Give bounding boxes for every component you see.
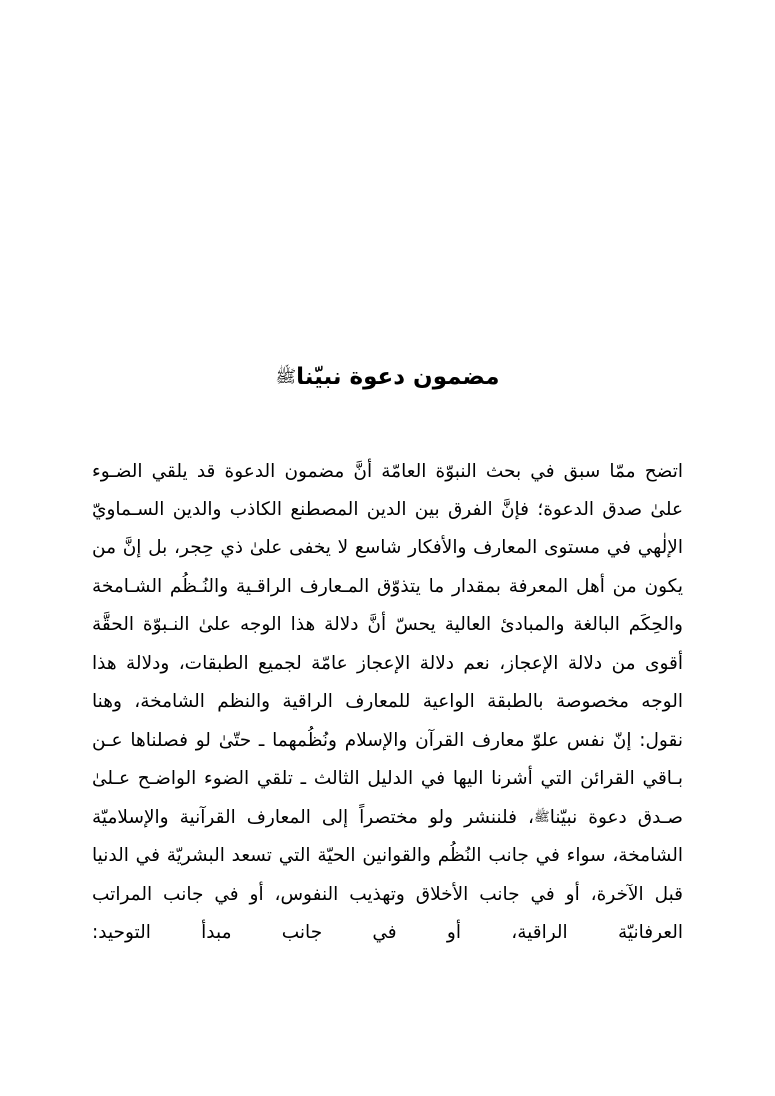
paragraph-part-one: اتضح ممّا سبق في بحث النبوّة العامّة أنَّ مضمون الدعوة قد يلقي الضـوء علىٰ صدق الدعوة؛ فإنَّ الفرق بين الدين المصطنع الكاذب والدين السـماويّ الإلٰهي في مستوى المعارف والأفكار شاسع لا يخفى علىٰ ذي حِجر، بل إنَّ من يكون من أهل المعرفة بمقدار ما يتذوّق المـعارف الراقـية والنُـظُم الشـامخة والحِكَم البالغة والمبادئ العالية يحسّ أنَّ دلالة هذا الوجه علىٰ النـبوّة الحقَّة أقوى من دلالة الإعجاز، نعم دلالة الإعجاز عامّة لجميع الطبقات، ودلالة هذا الوجه مخصوصة بالطبقة الواعية للمعارف الراقية والنظم الشامخة، وهنا نقول: إنّ نفس علوّ معارف القرآن والإسلام ونُظُمهما ـ حتّىٰ لو فصلناها عـن بـاقي القرائن التي أشرنا اليها في الدليل الثالث ـ تلقي الضوء الواضـح عـلىٰ صـدق دعوة نبيّنا: [92, 460, 684, 828]
page-title-text: مضمون دعوة نبيّنا: [296, 364, 500, 390]
honorific-glyph: ﷺ: [275, 367, 297, 387]
paragraph: [92, 453, 683, 953]
body-text: [92, 453, 683, 953]
paragraph-part-two: ، فلننشر ولو مختصراً إلى المعارف القرآنية والإسلاميّة الشامخة، سواء في جانب النُظُم والقوانين الحيّة التي تسعد البشريّة في الدنيا قبل الآخرة، أو في جانب الأخلاق وتهذيب النفوس، أو في جانب المراتب العرفانيّة الراقية، أو في جانب مبدأ التوحيد:: [92, 806, 683, 944]
inline-honorific-glyph: ﷺ: [533, 809, 550, 825]
page-title: [92, 360, 683, 395]
page-content: [92, 360, 683, 953]
